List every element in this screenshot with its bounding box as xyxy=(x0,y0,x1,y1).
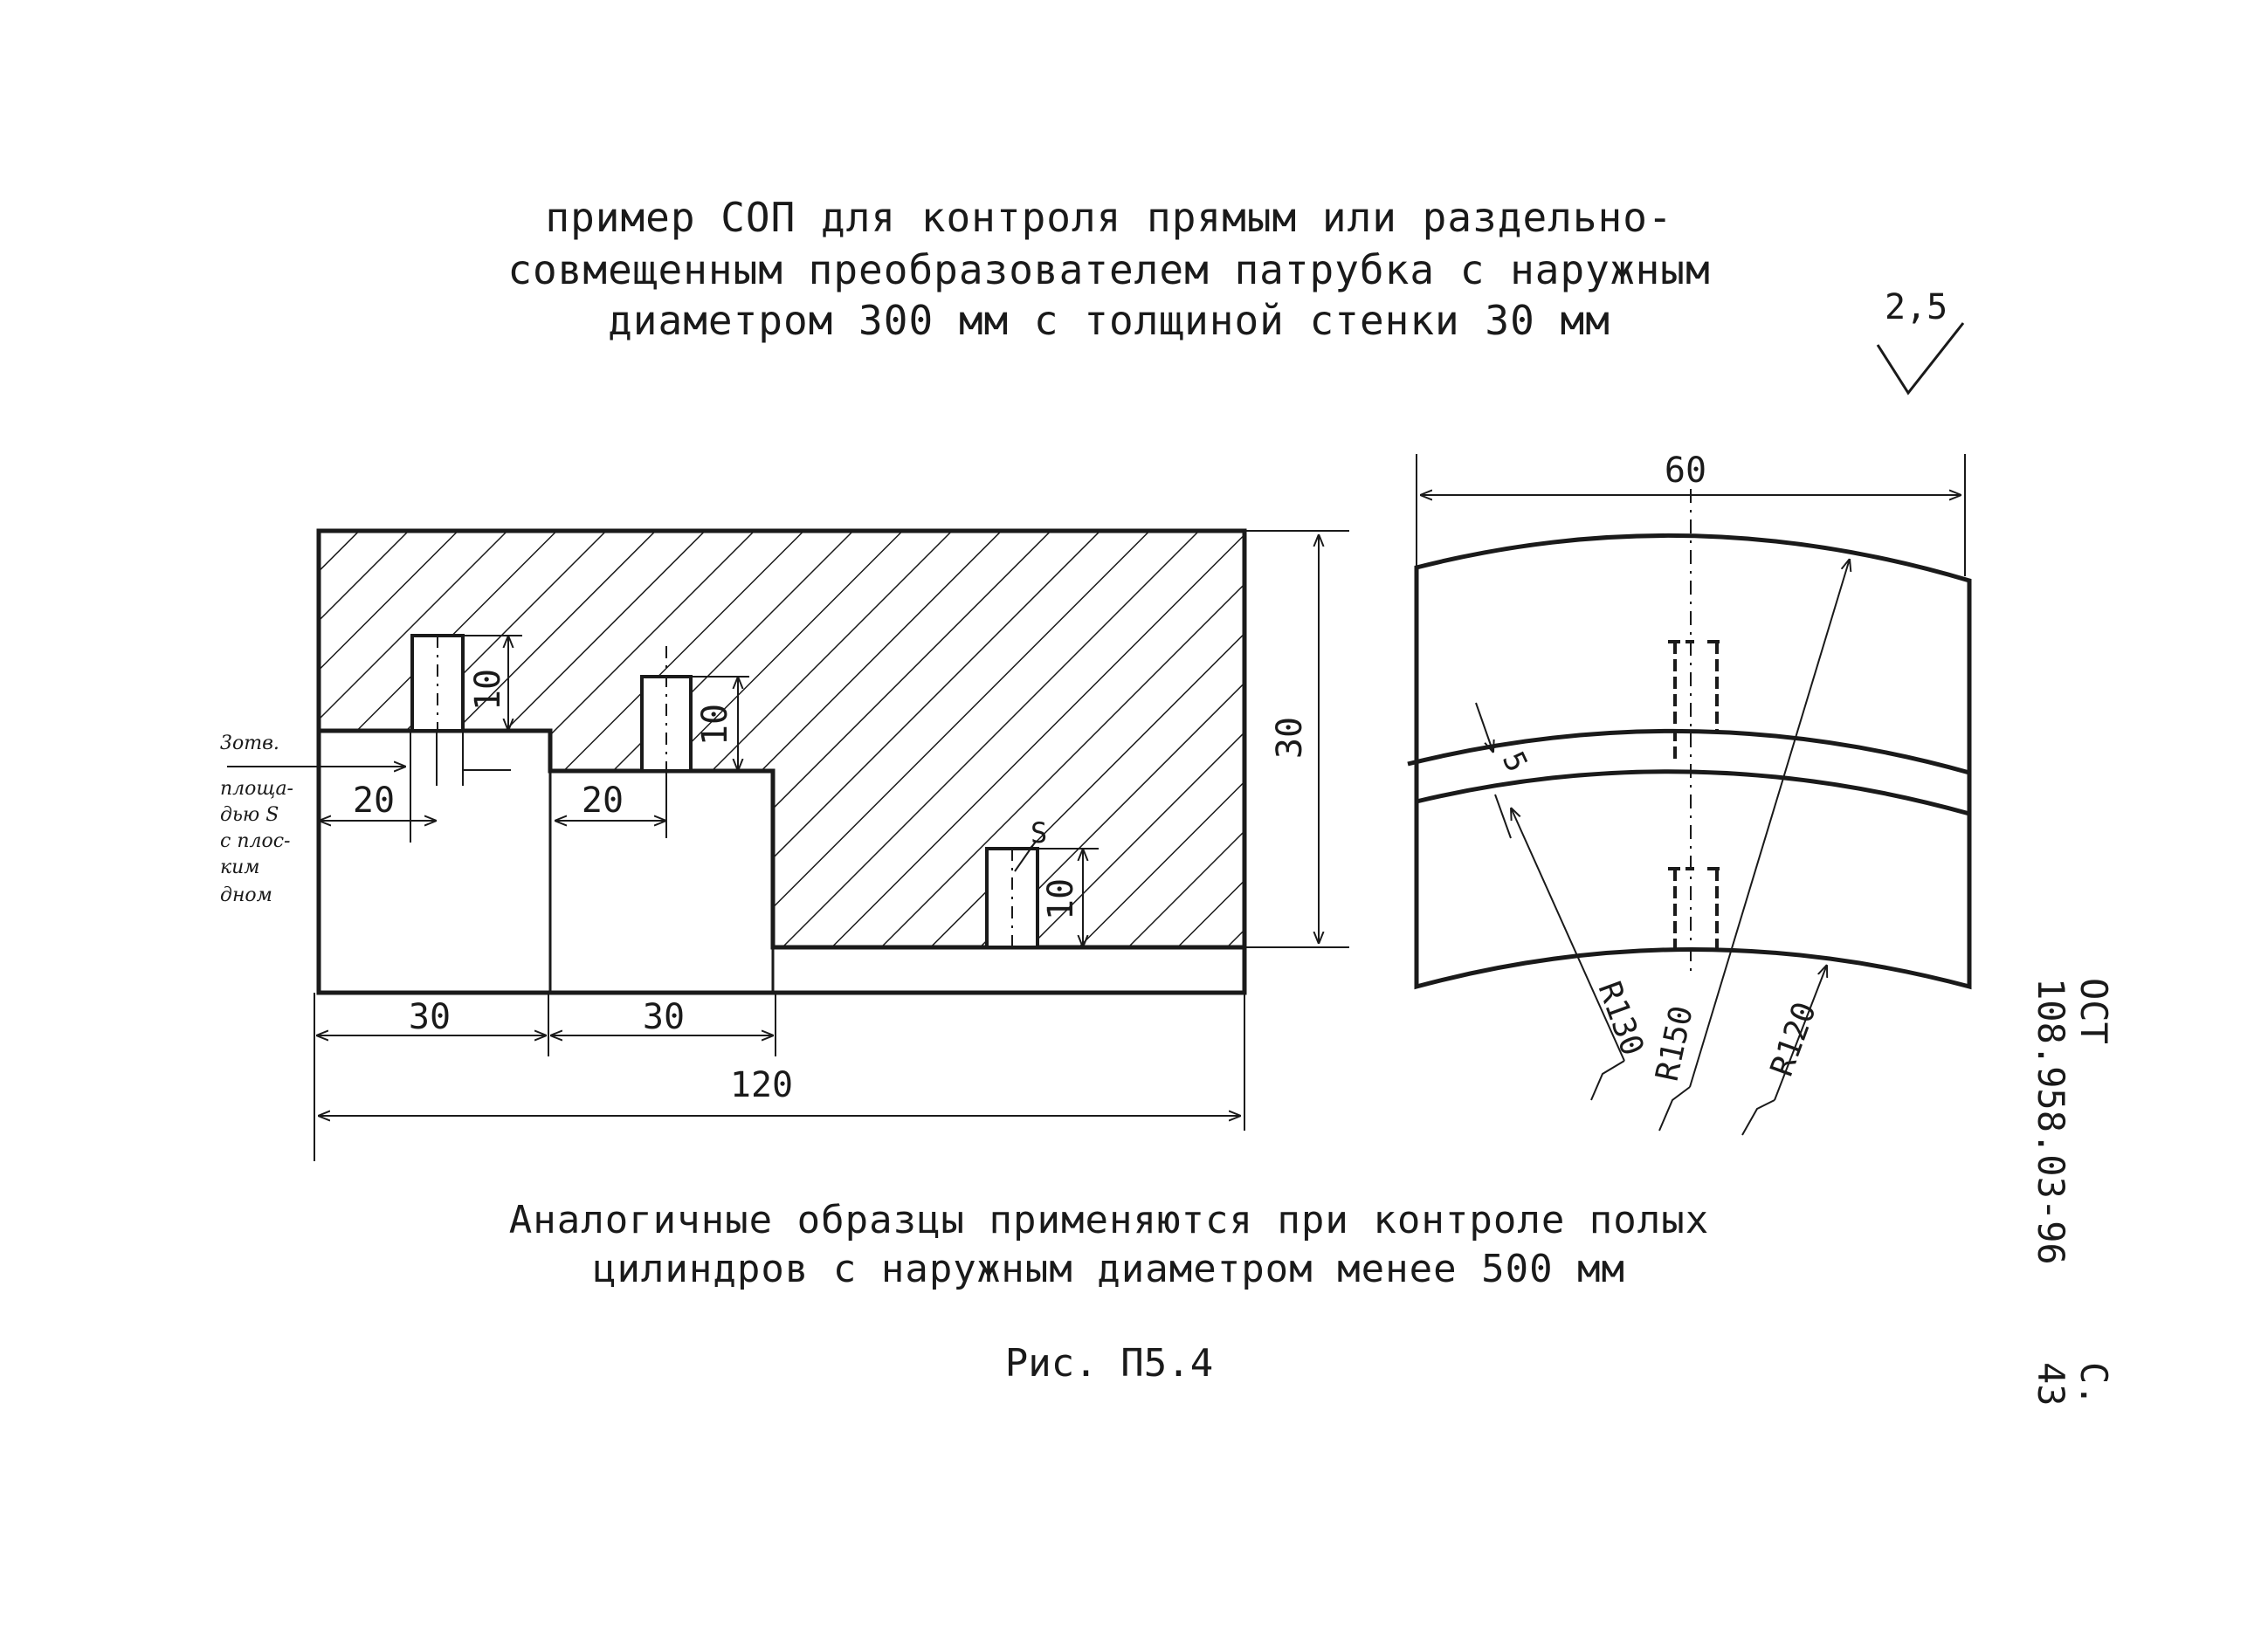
svg-text:площа-: площа- xyxy=(220,778,293,800)
left-view xyxy=(220,531,1349,1161)
svg-text:ким: ким xyxy=(220,856,260,878)
dim-hole-offset-2: 20 xyxy=(581,781,624,821)
roughness-symbol xyxy=(1878,287,1963,393)
svg-text:3отв.: 3отв. xyxy=(220,733,279,754)
dim-hole-offset-1: 20 xyxy=(352,781,396,821)
title-line-1: пример СОП для контроля прямым или раздельно- xyxy=(545,194,1673,241)
caption-line-1: Аналогичные образцы применяются при контроле полых xyxy=(508,1198,1710,1242)
page-number: С. 43 xyxy=(2030,1362,2115,1407)
dim-step-width-2: 30 xyxy=(642,997,686,1037)
block-section-hatched xyxy=(319,531,1244,947)
dim-total-width: 120 xyxy=(729,1065,794,1105)
roughness-value: 2,5 xyxy=(1885,287,1948,327)
dim-total-height: 30 xyxy=(1270,716,1310,760)
svg-text:дью S: дью S xyxy=(220,804,279,826)
dim-hole-depth-1: 10 xyxy=(468,668,508,712)
dim-radius-r130: R130 xyxy=(1590,977,1651,1061)
caption-line-2: цилиндров с наружным диаметром менее 500 мм xyxy=(592,1247,1626,1291)
dim-segment-width: 60 xyxy=(1664,451,1707,491)
flat-bottom-hole-1 xyxy=(412,636,463,731)
document-number: ОСТ 108.958.03-96 xyxy=(2030,978,2115,1265)
dim-hole-depth-2: 10 xyxy=(695,703,735,746)
dim-radius-r120: R120 xyxy=(1763,997,1824,1082)
dim-radius-r150: R150 xyxy=(1649,1002,1700,1084)
svg-text:с плос-: с плос- xyxy=(220,830,291,852)
title-line-2: совмещенным преобразователем патрубка с наружным xyxy=(507,246,1711,293)
hole-note xyxy=(220,733,293,906)
right-view xyxy=(1408,451,1969,1135)
title-line-3: диаметром 300 мм с толщиной стенки 30 мм xyxy=(608,297,1610,344)
area-symbol-s: S xyxy=(1031,816,1048,850)
dim-hole-depth-3: 10 xyxy=(1041,877,1081,921)
dim-step-width-1: 30 xyxy=(408,997,452,1037)
figure-label: Рис. П5.4 xyxy=(1004,1341,1214,1386)
dim-groove-thickness: 5 xyxy=(1494,746,1534,778)
svg-text:дном: дном xyxy=(220,884,272,906)
